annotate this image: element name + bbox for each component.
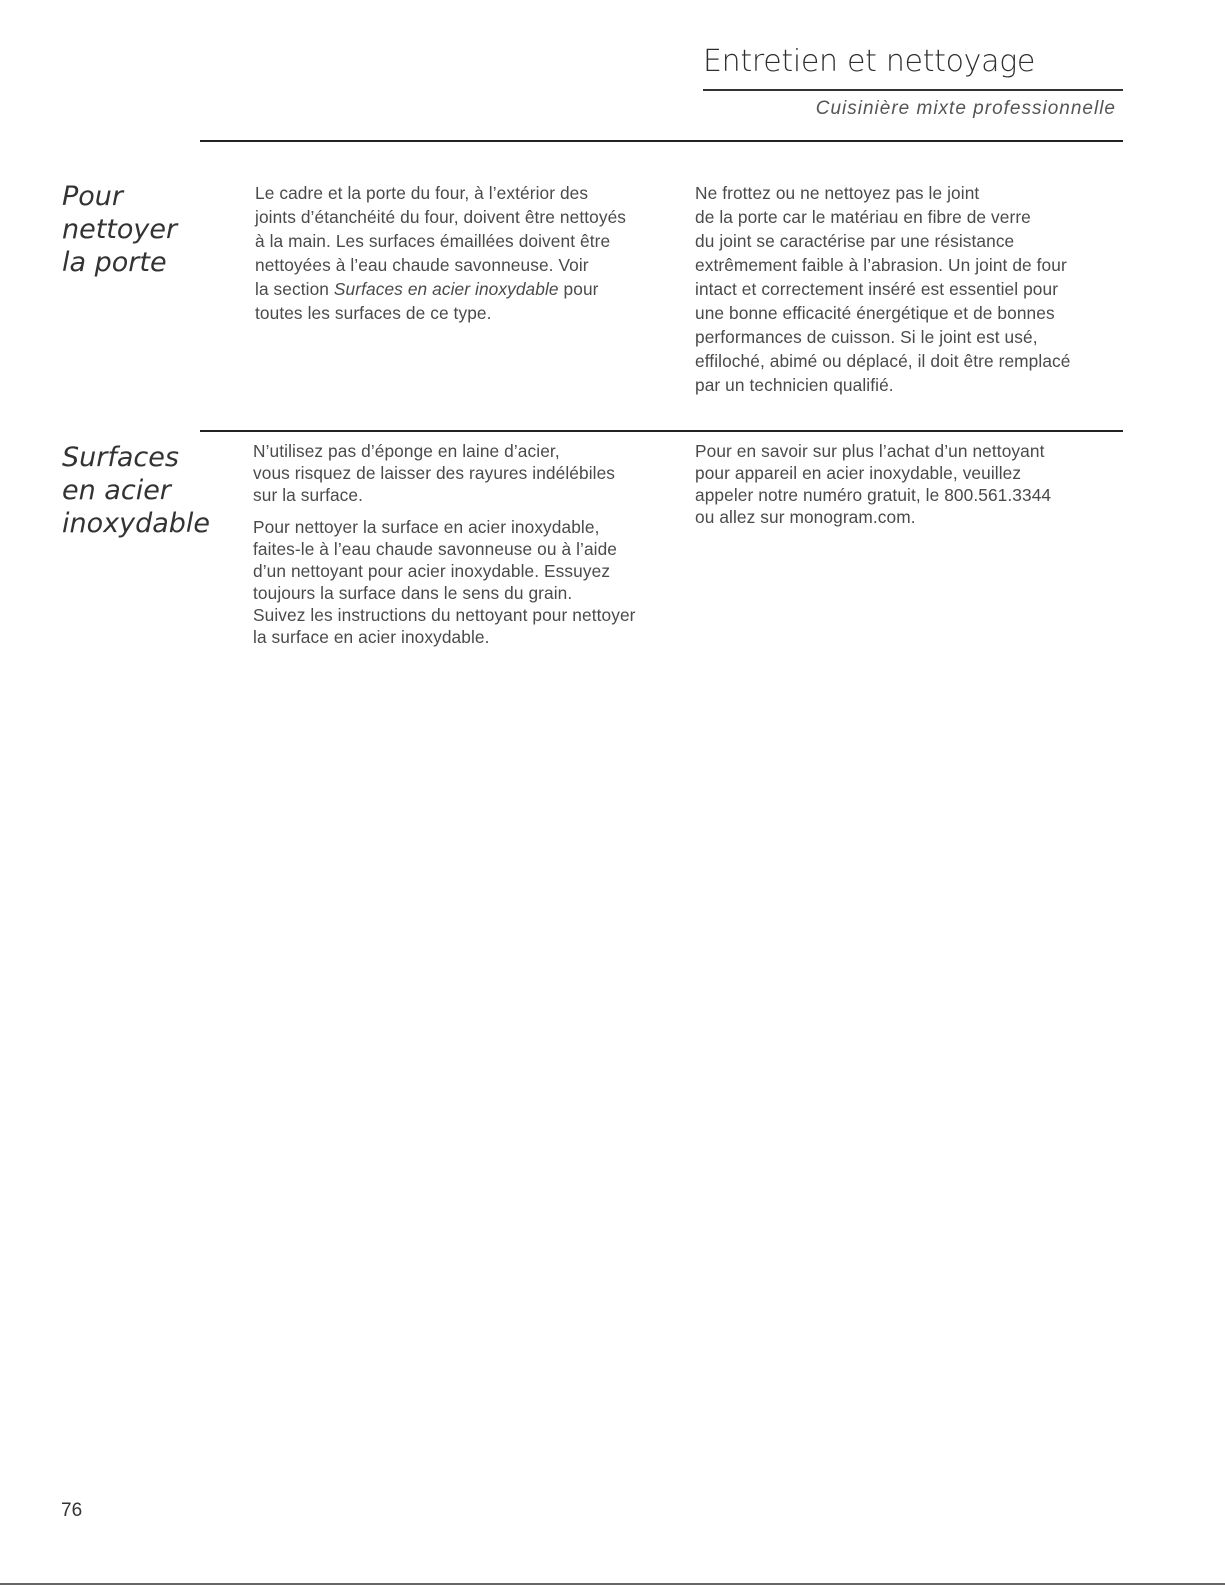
text-line: à la main. Les surfaces émaillées doivent être bbox=[255, 231, 611, 251]
paragraph bbox=[253, 440, 683, 506]
section-divider-middle bbox=[200, 430, 1123, 432]
text-line: intact et correctement inséré est essentiel pour bbox=[695, 279, 1059, 299]
text-line: Pour nettoyer la surface en acier inoxydable, bbox=[253, 517, 600, 537]
page-header-subtitle: Cuisinière mixte professionnelle bbox=[815, 98, 1116, 119]
text-line: du joint se caractérise par une résistance bbox=[695, 231, 1015, 251]
section-heading-line: inoxydable bbox=[62, 508, 211, 539]
text-fragment: pour bbox=[558, 279, 599, 299]
text-line: N’utilisez pas d’éponge en laine d’acier, bbox=[253, 441, 560, 461]
paragraph bbox=[253, 516, 683, 648]
text-line: d’un nettoyant pour acier inoxydable. Essuyez bbox=[253, 561, 611, 581]
text-line: nettoyées à l’eau chaude savonneuse. Voir bbox=[255, 255, 589, 275]
text-line: extrêmement faible à l’abrasion. Un joint de four bbox=[695, 255, 1067, 275]
text-line: Pour en savoir sur plus l’achat d’un nettoyant bbox=[695, 441, 1045, 461]
text-line bbox=[255, 277, 685, 301]
section-heading-line: en acier bbox=[62, 475, 171, 506]
section-heading-line: Surfaces bbox=[62, 442, 179, 473]
stainless-purchase-info bbox=[695, 440, 1125, 528]
section-heading-line: nettoyer bbox=[62, 214, 178, 245]
section-heading-line: la porte bbox=[62, 247, 167, 278]
text-line: joints d’étanchéité du four, doivent être nettoyés bbox=[255, 207, 627, 227]
text-line: performances de cuisson. Si le joint est usé, bbox=[695, 327, 1038, 347]
section-divider-top bbox=[200, 140, 1123, 142]
text-line: une bonne efficacité énergétique et de bonnes bbox=[695, 303, 1055, 323]
text-line: effiloché, abimé ou déplacé, il doit être remplacé bbox=[695, 351, 1071, 371]
text-line: de la porte car le matériau en fibre de verre bbox=[695, 207, 1031, 227]
header-rule bbox=[703, 89, 1123, 91]
text-line: la surface en acier inoxydable. bbox=[253, 627, 490, 647]
stainless-left-text bbox=[253, 440, 683, 658]
cross-reference: Surfaces en acier inoxydable bbox=[333, 279, 559, 299]
section-heading-clean-door bbox=[62, 180, 242, 279]
text-line: ou allez sur monogram.com. bbox=[695, 507, 916, 527]
text-line: par un technicien qualifié. bbox=[695, 375, 894, 395]
door-gasket-warning-text bbox=[695, 181, 1125, 397]
text-line: toutes les surfaces de ce type. bbox=[255, 303, 492, 323]
text-fragment: la section bbox=[255, 279, 334, 299]
page-number: 76 bbox=[61, 1500, 83, 1521]
text-line: vous risquez de laisser des rayures indélébiles bbox=[253, 463, 616, 483]
section-heading-line: Pour bbox=[62, 181, 124, 212]
section-heading-stainless-steel bbox=[62, 441, 242, 540]
text-line: sur la surface. bbox=[253, 485, 364, 505]
text-line: faites-le à l’eau chaude savonneuse ou à l’aide bbox=[253, 539, 618, 559]
text-line: Suivez les instructions du nettoyant pour nettoyer bbox=[253, 605, 636, 625]
text-line: Ne frottez ou ne nettoyez pas le joint bbox=[695, 183, 980, 203]
door-cleaning-left-text bbox=[255, 181, 685, 325]
text-line: toujours la surface dans le sens du grain. bbox=[253, 583, 573, 603]
text-line: appeler notre numéro gratuit, le 800.561.3344 bbox=[695, 485, 1052, 505]
text-line: pour appareil en acier inoxydable, veuillez bbox=[695, 463, 1022, 483]
text-line: Le cadre et la porte du four, à l’extérior des bbox=[255, 183, 589, 203]
page-header-title: Entretien et nettoyage bbox=[703, 44, 1036, 79]
